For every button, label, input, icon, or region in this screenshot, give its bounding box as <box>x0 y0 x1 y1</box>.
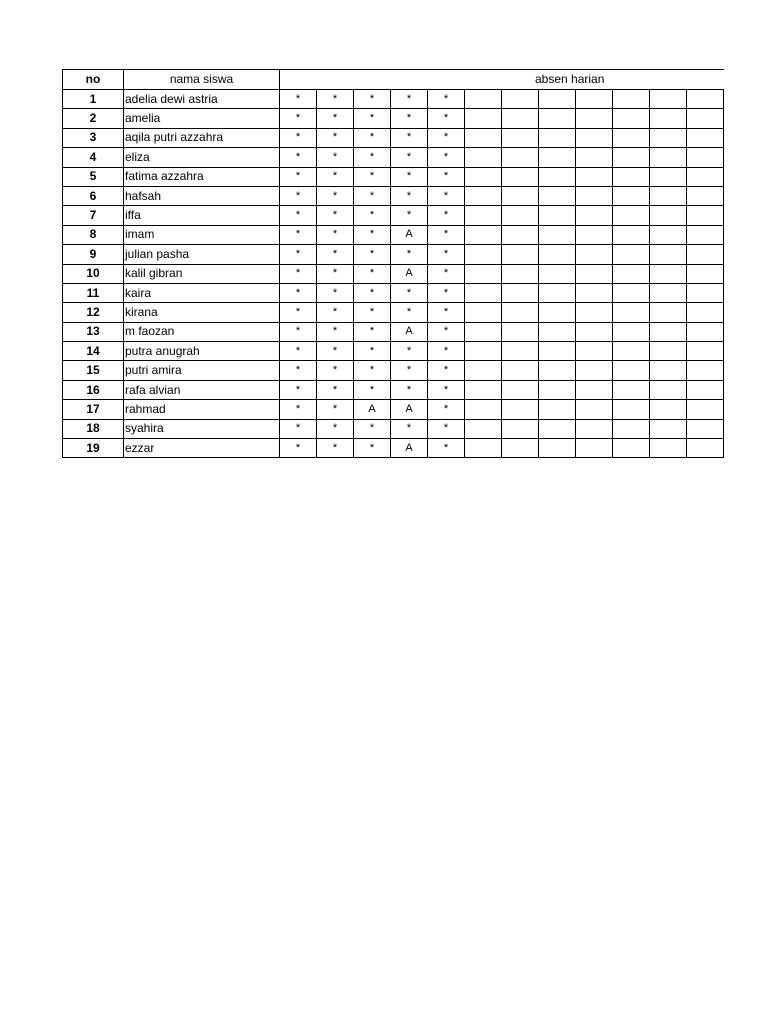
attendance-mark-cell <box>539 361 576 380</box>
attendance-mark-cell <box>465 128 502 147</box>
attendance-mark-cell <box>687 90 724 109</box>
attendance-mark-cell <box>465 90 502 109</box>
attendance-mark-cell: * <box>391 361 428 380</box>
attendance-mark-cell <box>687 225 724 244</box>
table-row <box>63 303 724 322</box>
attendance-mark-cell: * <box>428 264 465 283</box>
attendance-mark-cell: * <box>280 90 317 109</box>
attendance-mark-cell <box>687 186 724 205</box>
attendance-mark-cell <box>650 225 687 244</box>
attendance-mark-cell <box>613 167 650 186</box>
attendance-mark-cell <box>613 264 650 283</box>
attendance-mark-cell <box>539 419 576 438</box>
attendance-mark-cell <box>613 90 650 109</box>
attendance-mark-cell: A <box>391 400 428 419</box>
attendance-mark-cell <box>687 245 724 264</box>
attendance-mark-cell <box>650 167 687 186</box>
attendance-mark-cell <box>539 303 576 322</box>
attendance-mark-cell <box>465 245 502 264</box>
attendance-mark-cell <box>650 206 687 225</box>
attendance-mark-cell <box>539 206 576 225</box>
header-row <box>63 70 724 90</box>
attendance-mark-cell <box>650 380 687 399</box>
attendance-mark-cell <box>539 400 576 419</box>
attendance-mark-cell: * <box>428 186 465 205</box>
attendance-mark-cell <box>576 283 613 302</box>
attendance-mark-cell <box>502 283 539 302</box>
attendance-mark-cell: * <box>280 400 317 419</box>
table-row <box>63 400 724 419</box>
attendance-mark-cell: A <box>391 264 428 283</box>
student-name: imam <box>124 225 280 244</box>
attendance-mark-cell: * <box>354 148 391 167</box>
attendance-mark-cell: * <box>428 225 465 244</box>
attendance-mark-cell <box>613 109 650 128</box>
attendance-mark-cell: * <box>354 128 391 147</box>
attendance-mark-cell: * <box>317 419 354 438</box>
table-row <box>63 225 724 244</box>
attendance-mark-cell <box>539 148 576 167</box>
attendance-mark-cell: * <box>428 439 465 458</box>
attendance-mark-cell <box>576 322 613 341</box>
student-name: aqila putri azzahra <box>124 128 280 147</box>
attendance-mark-cell: * <box>354 264 391 283</box>
attendance-mark-cell: * <box>317 303 354 322</box>
attendance-mark-cell <box>687 380 724 399</box>
student-name: fatima azzahra <box>124 167 280 186</box>
attendance-mark-cell: * <box>280 109 317 128</box>
student-rows <box>63 90 724 458</box>
attendance-mark-cell <box>650 303 687 322</box>
attendance-mark-cell <box>613 186 650 205</box>
attendance-mark-cell <box>465 303 502 322</box>
attendance-mark-cell <box>687 322 724 341</box>
table-row <box>63 361 724 380</box>
attendance-mark-cell: * <box>428 128 465 147</box>
attendance-mark-cell: * <box>317 439 354 458</box>
attendance-mark-cell <box>502 245 539 264</box>
attendance-mark-cell: * <box>354 225 391 244</box>
student-number: 4 <box>63 148 124 167</box>
student-name: rahmad <box>124 400 280 419</box>
attendance-mark-cell <box>576 380 613 399</box>
attendance-mark-cell: A <box>391 439 428 458</box>
attendance-mark-cell <box>613 206 650 225</box>
attendance-mark-cell <box>650 400 687 419</box>
attendance-mark-cell <box>465 206 502 225</box>
attendance-mark-cell: * <box>280 283 317 302</box>
table-row <box>63 264 724 283</box>
attendance-mark-cell <box>613 361 650 380</box>
attendance-mark-cell: * <box>391 148 428 167</box>
attendance-mark-cell: * <box>428 380 465 399</box>
student-number: 10 <box>63 264 124 283</box>
attendance-mark-cell <box>576 109 613 128</box>
student-number: 8 <box>63 225 124 244</box>
attendance-mark-cell <box>465 283 502 302</box>
attendance-mark-cell <box>502 167 539 186</box>
attendance-mark-cell <box>687 148 724 167</box>
student-name: rafa alvian <box>124 380 280 399</box>
attendance-mark-cell: * <box>428 342 465 361</box>
attendance-mark-cell <box>539 322 576 341</box>
attendance-mark-cell: * <box>317 322 354 341</box>
header-absen-harian: absen harian <box>280 70 724 90</box>
attendance-mark-cell <box>465 225 502 244</box>
attendance-mark-cell <box>502 109 539 128</box>
attendance-mark-cell <box>539 90 576 109</box>
student-number: 14 <box>63 342 124 361</box>
table-row <box>63 380 724 399</box>
attendance-mark-cell <box>502 380 539 399</box>
attendance-mark-cell: * <box>317 264 354 283</box>
student-name: kirana <box>124 303 280 322</box>
table-row <box>63 439 724 458</box>
table-row <box>63 90 724 109</box>
attendance-mark-cell: * <box>317 283 354 302</box>
attendance-mark-cell <box>613 303 650 322</box>
attendance-mark-cell <box>502 342 539 361</box>
student-name: adelia dewi astria <box>124 90 280 109</box>
attendance-mark-cell <box>539 439 576 458</box>
attendance-mark-cell <box>650 148 687 167</box>
attendance-mark-cell: * <box>280 206 317 225</box>
student-name: putra anugrah <box>124 342 280 361</box>
attendance-mark-cell: * <box>428 148 465 167</box>
attendance-mark-cell <box>687 303 724 322</box>
student-name: syahira <box>124 419 280 438</box>
header-name: nama siswa <box>124 70 280 90</box>
attendance-mark-cell <box>465 439 502 458</box>
attendance-mark-cell: * <box>428 303 465 322</box>
attendance-mark-cell <box>576 245 613 264</box>
attendance-mark-cell: * <box>391 206 428 225</box>
attendance-mark-cell: * <box>354 380 391 399</box>
attendance-mark-cell <box>539 128 576 147</box>
attendance-mark-cell <box>465 264 502 283</box>
attendance-mark-cell <box>465 400 502 419</box>
attendance-mark-cell <box>465 322 502 341</box>
attendance-mark-cell <box>576 186 613 205</box>
attendance-mark-cell <box>465 342 502 361</box>
student-name: m faozan <box>124 322 280 341</box>
attendance-mark-cell <box>502 186 539 205</box>
attendance-mark-cell <box>539 109 576 128</box>
attendance-mark-cell: * <box>280 303 317 322</box>
attendance-mark-cell <box>650 186 687 205</box>
attendance-mark-cell: * <box>391 283 428 302</box>
attendance-mark-cell <box>539 380 576 399</box>
student-name: hafsah <box>124 186 280 205</box>
attendance-mark-cell <box>576 167 613 186</box>
attendance-mark-cell: * <box>317 167 354 186</box>
attendance-mark-cell: * <box>391 380 428 399</box>
attendance-mark-cell: * <box>317 400 354 419</box>
student-name: eliza <box>124 148 280 167</box>
table-row <box>63 167 724 186</box>
attendance-mark-cell: * <box>428 90 465 109</box>
attendance-mark-cell <box>687 167 724 186</box>
attendance-mark-cell <box>687 128 724 147</box>
attendance-mark-cell: * <box>317 361 354 380</box>
attendance-mark-cell: * <box>391 167 428 186</box>
attendance-mark-cell: * <box>317 245 354 264</box>
attendance-mark-cell <box>576 90 613 109</box>
attendance-mark-cell: * <box>280 380 317 399</box>
attendance-mark-cell <box>613 400 650 419</box>
attendance-mark-cell: * <box>280 419 317 438</box>
student-number: 12 <box>63 303 124 322</box>
attendance-mark-cell: * <box>280 167 317 186</box>
attendance-mark-cell: * <box>354 322 391 341</box>
attendance-mark-cell <box>613 439 650 458</box>
table-row <box>63 109 724 128</box>
table-row <box>63 419 724 438</box>
attendance-mark-cell: * <box>280 361 317 380</box>
attendance-mark-cell <box>613 148 650 167</box>
attendance-mark-cell: * <box>317 109 354 128</box>
student-name: kaira <box>124 283 280 302</box>
attendance-mark-cell <box>502 361 539 380</box>
attendance-mark-cell <box>539 264 576 283</box>
attendance-mark-cell: * <box>428 400 465 419</box>
attendance-mark-cell <box>576 303 613 322</box>
attendance-mark-cell <box>576 342 613 361</box>
attendance-mark-cell <box>650 419 687 438</box>
attendance-mark-cell: * <box>391 128 428 147</box>
attendance-mark-cell: * <box>317 342 354 361</box>
attendance-mark-cell: * <box>428 167 465 186</box>
table-row <box>63 206 724 225</box>
attendance-mark-cell: * <box>280 342 317 361</box>
attendance-mark-cell <box>687 419 724 438</box>
attendance-mark-cell: * <box>317 380 354 399</box>
attendance-mark-cell <box>502 206 539 225</box>
attendance-mark-cell <box>502 419 539 438</box>
attendance-mark-cell <box>650 361 687 380</box>
attendance-mark-cell <box>687 400 724 419</box>
attendance-mark-cell: * <box>280 186 317 205</box>
attendance-mark-cell <box>465 148 502 167</box>
attendance-mark-cell: * <box>354 206 391 225</box>
student-number: 19 <box>63 439 124 458</box>
attendance-mark-cell: A <box>354 400 391 419</box>
attendance-mark-cell <box>502 264 539 283</box>
attendance-mark-cell <box>576 439 613 458</box>
attendance-mark-cell <box>650 342 687 361</box>
attendance-mark-cell: * <box>280 245 317 264</box>
attendance-mark-cell: * <box>428 283 465 302</box>
student-number: 3 <box>63 128 124 147</box>
attendance-mark-cell: * <box>354 90 391 109</box>
attendance-mark-cell <box>613 419 650 438</box>
attendance-mark-cell <box>576 206 613 225</box>
student-number: 15 <box>63 361 124 380</box>
attendance-mark-cell: * <box>280 148 317 167</box>
table-row <box>63 186 724 205</box>
student-name: ezzar <box>124 439 280 458</box>
attendance-mark-cell: * <box>354 167 391 186</box>
attendance-mark-cell: * <box>428 245 465 264</box>
attendance-mark-cell: * <box>428 322 465 341</box>
attendance-mark-cell <box>687 361 724 380</box>
attendance-mark-cell <box>539 167 576 186</box>
attendance-mark-cell: * <box>317 186 354 205</box>
attendance-mark-cell <box>687 439 724 458</box>
student-number: 6 <box>63 186 124 205</box>
attendance-mark-cell: * <box>354 439 391 458</box>
student-number: 2 <box>63 109 124 128</box>
attendance-mark-cell: * <box>354 419 391 438</box>
attendance-mark-cell <box>650 322 687 341</box>
attendance-mark-cell <box>539 342 576 361</box>
attendance-mark-cell <box>502 128 539 147</box>
attendance-mark-cell <box>576 419 613 438</box>
attendance-mark-cell <box>650 283 687 302</box>
attendance-mark-cell <box>613 225 650 244</box>
attendance-mark-cell <box>687 206 724 225</box>
student-name: julian pasha <box>124 245 280 264</box>
attendance-mark-cell: * <box>354 283 391 302</box>
attendance-mark-cell <box>576 148 613 167</box>
table-row <box>63 245 724 264</box>
attendance-mark-cell: * <box>428 109 465 128</box>
attendance-mark-cell: * <box>317 225 354 244</box>
attendance-mark-cell <box>465 186 502 205</box>
attendance-mark-cell: * <box>391 109 428 128</box>
attendance-table <box>62 69 724 458</box>
attendance-mark-cell: * <box>391 245 428 264</box>
attendance-mark-cell <box>576 400 613 419</box>
attendance-mark-cell: A <box>391 225 428 244</box>
attendance-mark-cell <box>502 90 539 109</box>
attendance-sheet <box>62 69 724 458</box>
attendance-mark-cell <box>613 245 650 264</box>
student-name: putri amira <box>124 361 280 380</box>
attendance-mark-cell <box>465 109 502 128</box>
attendance-mark-cell <box>539 225 576 244</box>
attendance-mark-cell: * <box>280 264 317 283</box>
attendance-mark-cell <box>613 322 650 341</box>
student-number: 17 <box>63 400 124 419</box>
attendance-mark-cell <box>650 245 687 264</box>
attendance-mark-cell <box>576 361 613 380</box>
attendance-mark-cell: * <box>280 322 317 341</box>
attendance-mark-cell <box>613 342 650 361</box>
student-number: 1 <box>63 90 124 109</box>
attendance-mark-cell: * <box>354 361 391 380</box>
attendance-mark-cell <box>687 109 724 128</box>
student-number: 13 <box>63 322 124 341</box>
attendance-mark-cell: * <box>317 128 354 147</box>
attendance-mark-cell <box>502 322 539 341</box>
attendance-mark-cell <box>576 264 613 283</box>
attendance-mark-cell <box>465 167 502 186</box>
attendance-mark-cell <box>576 128 613 147</box>
student-number: 11 <box>63 283 124 302</box>
attendance-mark-cell <box>502 439 539 458</box>
student-number: 7 <box>63 206 124 225</box>
student-name: iffa <box>124 206 280 225</box>
attendance-mark-cell <box>650 128 687 147</box>
attendance-mark-cell: * <box>317 148 354 167</box>
attendance-mark-cell <box>502 148 539 167</box>
attendance-mark-cell: * <box>317 206 354 225</box>
student-name: amelia <box>124 109 280 128</box>
student-number: 18 <box>63 419 124 438</box>
attendance-mark-cell <box>650 90 687 109</box>
attendance-mark-cell: A <box>391 322 428 341</box>
attendance-mark-cell: * <box>391 186 428 205</box>
attendance-mark-cell <box>539 283 576 302</box>
attendance-mark-cell: * <box>391 90 428 109</box>
attendance-mark-cell <box>687 264 724 283</box>
attendance-mark-cell <box>502 303 539 322</box>
attendance-mark-cell <box>650 439 687 458</box>
table-row <box>63 322 724 341</box>
attendance-mark-cell: * <box>428 419 465 438</box>
attendance-mark-cell <box>465 380 502 399</box>
attendance-mark-cell: * <box>280 128 317 147</box>
student-number: 5 <box>63 167 124 186</box>
student-number: 9 <box>63 245 124 264</box>
attendance-mark-cell <box>465 419 502 438</box>
attendance-mark-cell: * <box>391 303 428 322</box>
attendance-mark-cell: * <box>354 303 391 322</box>
attendance-mark-cell: * <box>391 342 428 361</box>
student-name: kalil gibran <box>124 264 280 283</box>
attendance-mark-cell <box>650 109 687 128</box>
attendance-mark-cell <box>613 283 650 302</box>
attendance-mark-cell: * <box>280 225 317 244</box>
attendance-mark-cell: * <box>428 361 465 380</box>
attendance-mark-cell <box>613 128 650 147</box>
attendance-mark-cell <box>687 283 724 302</box>
attendance-mark-cell: * <box>280 439 317 458</box>
student-number: 16 <box>63 380 124 399</box>
attendance-mark-cell: * <box>391 419 428 438</box>
attendance-mark-cell <box>502 400 539 419</box>
attendance-mark-cell <box>576 225 613 244</box>
attendance-mark-cell <box>687 342 724 361</box>
attendance-mark-cell <box>539 186 576 205</box>
table-row <box>63 283 724 302</box>
attendance-mark-cell: * <box>354 186 391 205</box>
attendance-mark-cell <box>613 380 650 399</box>
attendance-mark-cell <box>650 264 687 283</box>
table-row <box>63 342 724 361</box>
attendance-mark-cell <box>465 361 502 380</box>
attendance-mark-cell: * <box>354 342 391 361</box>
attendance-mark-cell: * <box>317 90 354 109</box>
attendance-mark-cell: * <box>354 109 391 128</box>
attendance-mark-cell: * <box>354 245 391 264</box>
attendance-mark-cell <box>502 225 539 244</box>
header-no: no <box>63 70 124 90</box>
table-row <box>63 148 724 167</box>
attendance-mark-cell: * <box>428 206 465 225</box>
table-row <box>63 128 724 147</box>
attendance-mark-cell <box>539 245 576 264</box>
